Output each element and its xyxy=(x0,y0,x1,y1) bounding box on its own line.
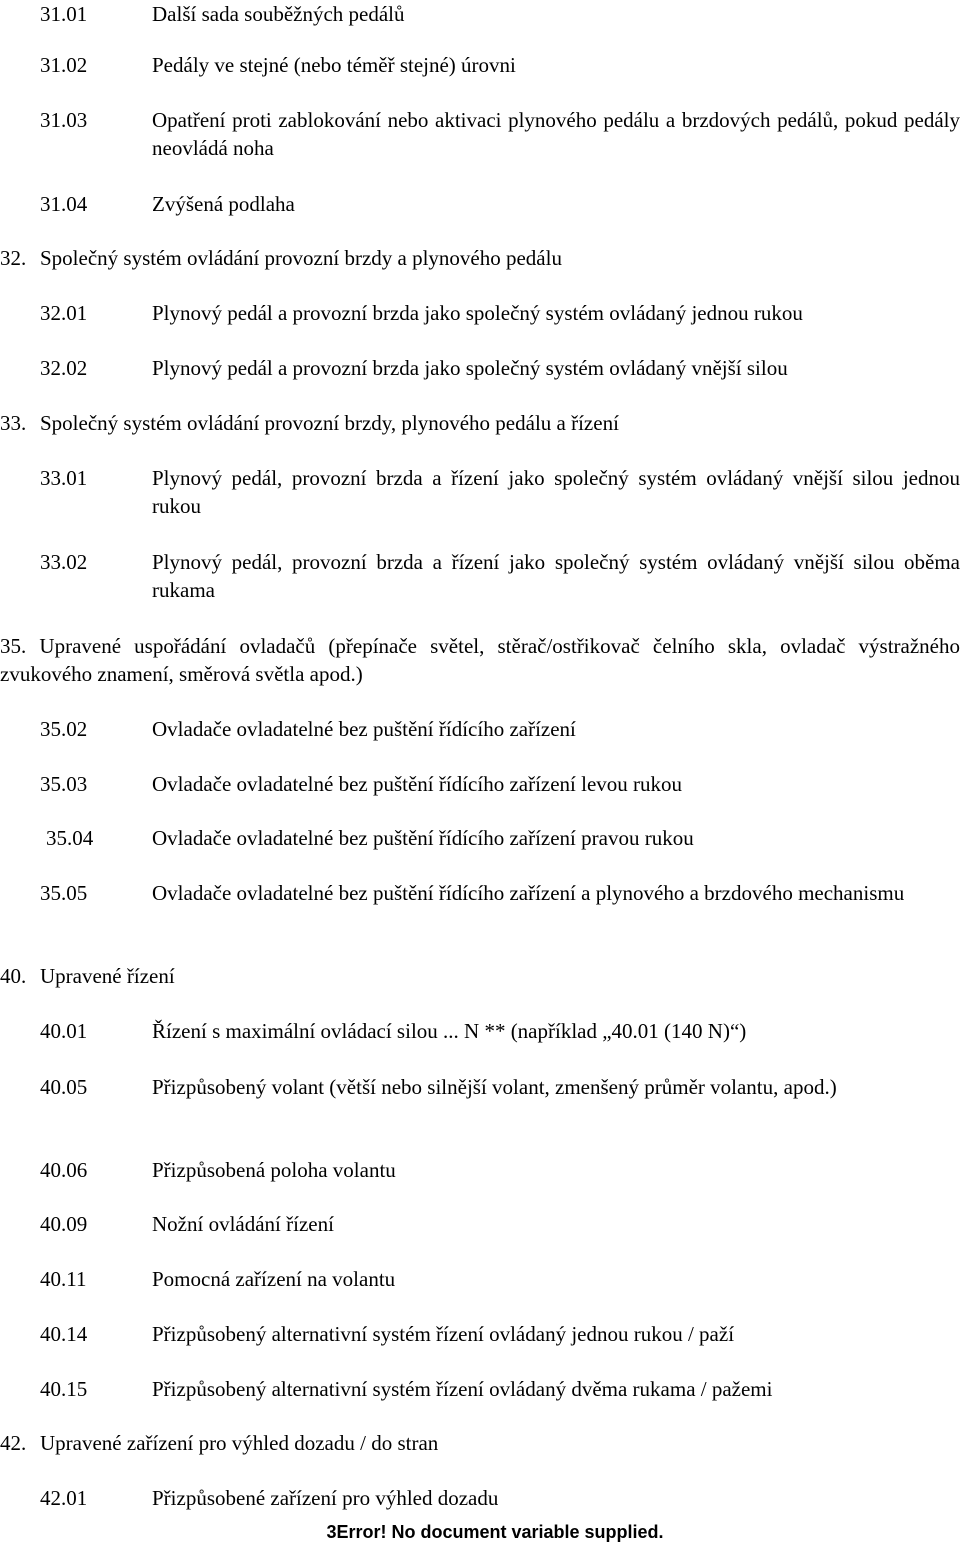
item-number: 32.02 xyxy=(40,356,88,380)
item-number: 40.11 xyxy=(40,1267,87,1291)
item-number: 35.05 xyxy=(40,881,88,905)
item-number: 33.02 xyxy=(40,550,88,574)
item-text: Přizpůsobené zařízení pro výhled dozadu xyxy=(152,1486,499,1510)
item-number: 35.02 xyxy=(40,717,88,741)
section-title: Upravené uspořádání ovladačů (přepínače světel, stěrač/ostřikovač čelního skla, ovladač výstražného zvukového znamení, směrová světla apod.) xyxy=(0,634,960,686)
section-number: 35. xyxy=(0,634,27,658)
item-text: Plynový pedál, provozní brzda a řízení jako společný systém ovládaný vnější silou jednou rukou xyxy=(152,466,960,518)
item-text: Plynový pedál a provozní brzda jako společný systém ovládaný jednou rukou xyxy=(152,301,803,325)
item-text: Další sada souběžných pedálů xyxy=(152,2,405,26)
item-text: Přizpůsobená poloha volantu xyxy=(152,1158,396,1182)
item-text: Opatření proti zablokování nebo aktivaci plynového pedálu a brzdových pedálů, pokud pedály neovládá noha xyxy=(152,108,960,160)
item-text: Přizpůsobený volant (větší nebo silnější volant, zmenšený průměr volantu, apod.) xyxy=(152,1075,837,1099)
page-footer: 3Error! No document variable supplied. xyxy=(326,1522,664,1542)
item-text: Ovladače ovladatelné bez puštění řídícího zařízení xyxy=(152,717,576,741)
item-number: 40.14 xyxy=(40,1322,88,1346)
item-text: Plynový pedál, provozní brzda a řízení jako společný systém ovládaný vnější silou oběma rukama xyxy=(152,550,960,602)
section-number: 40. xyxy=(0,964,27,988)
item-number: 40.15 xyxy=(40,1377,88,1401)
item-number: 42.01 xyxy=(40,1486,88,1510)
item-number: 35.03 xyxy=(40,772,88,796)
item-number: 31.01 xyxy=(40,2,88,26)
item-number: 40.06 xyxy=(40,1158,88,1182)
section-title: Společný systém ovládání provozní brzdy a plynového pedálu xyxy=(40,246,562,270)
section-number: 32. xyxy=(0,246,27,270)
section-number: 42. xyxy=(0,1431,27,1455)
item-text: Ovladače ovladatelné bez puštění řídícího zařízení a plynového a brzdového mechanismu xyxy=(152,881,905,905)
item-text: Pomocná zařízení na volantu xyxy=(152,1267,396,1291)
item-text: Ovladače ovladatelné bez puštění řídícího zařízení pravou rukou xyxy=(152,826,694,850)
item-text: Řízení s maximální ovládací silou ... N ** (například „40.01 (140 N)“) xyxy=(152,1019,747,1043)
section-heading xyxy=(0,632,960,688)
item-number: 40.05 xyxy=(40,1075,88,1099)
item-number: 32.01 xyxy=(40,301,88,325)
item-number: 35.04 xyxy=(46,826,94,850)
item-number: 31.02 xyxy=(40,53,88,77)
section-title: Společný systém ovládání provozní brzdy, plynového pedálu a řízení xyxy=(40,411,619,435)
item-number: 31.03 xyxy=(40,108,88,132)
item-text: Pedály ve stejné (nebo téměř stejné) úrovni xyxy=(152,53,516,77)
section-title: Upravené zařízení pro výhled dozadu / do stran xyxy=(40,1431,439,1455)
item-number: 40.09 xyxy=(40,1212,88,1236)
item-number: 31.04 xyxy=(40,192,88,216)
item-text: Přizpůsobený alternativní systém řízení ovládaný jednou rukou / paží xyxy=(152,1322,735,1346)
section-title: Upravené řízení xyxy=(40,964,175,988)
item-text: Nožní ovládání řízení xyxy=(152,1212,334,1236)
item-number: 40.01 xyxy=(40,1019,88,1043)
item-number: 33.01 xyxy=(40,466,88,490)
item-text: Zvýšená podlaha xyxy=(152,192,295,216)
item-text: Plynový pedál a provozní brzda jako společný systém ovládaný vnější silou xyxy=(152,356,788,380)
section-number: 33. xyxy=(0,411,27,435)
item-text: Ovladače ovladatelné bez puštění řídícího zařízení levou rukou xyxy=(152,772,683,796)
item-text: Přizpůsobený alternativní systém řízení ovládaný dvěma rukama / pažemi xyxy=(152,1377,773,1401)
